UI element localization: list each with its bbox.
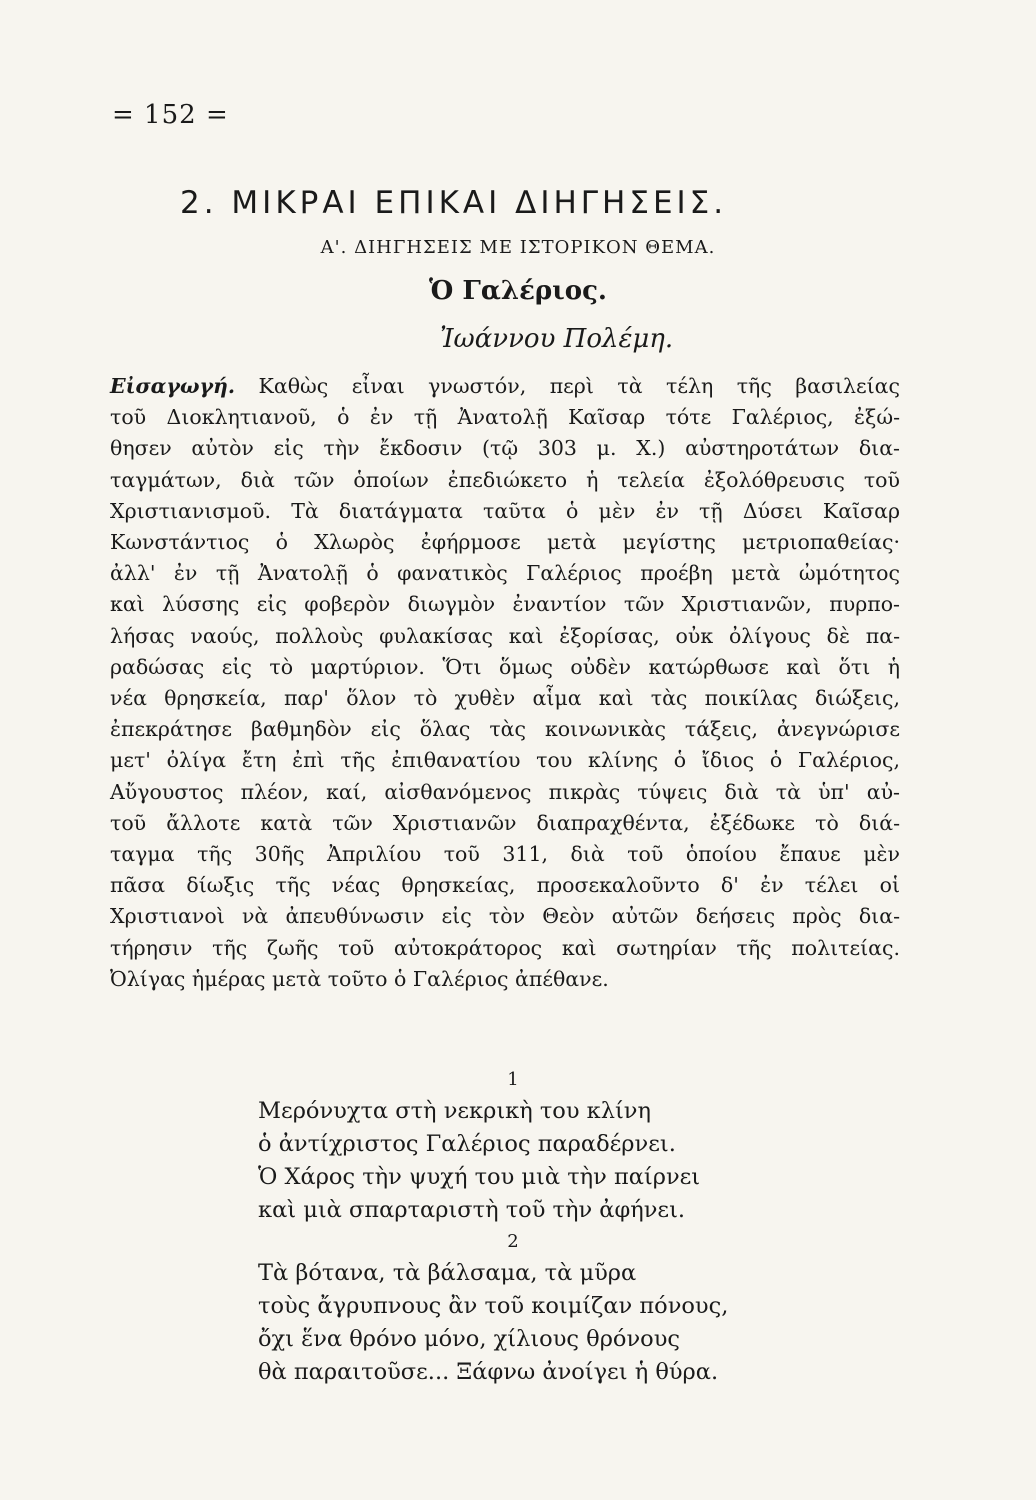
verse-line: Μερόνυχτα στὴ νεκρικὴ του κλίνη bbox=[258, 1098, 651, 1124]
intro-line: Χριστιανοὶ νὰ ἀπευθύνωσιν εἰς τὸν Θεὸν αὐτῶν δεήσεις πρὸς δια- bbox=[110, 904, 900, 929]
intro-line: Χριστιανισμοῦ. Τὰ διατάγματα ταῦτα ὁ μὲν ἐν τῇ Δύσει Καῖσαρ bbox=[110, 498, 900, 523]
intro-line: Κωνστάντιος ὁ Χλωρὸς ἐφήρμοσε μετὰ μεγίστης μετριοπαθείας· bbox=[110, 530, 900, 555]
story-title: Ὁ Γαλέριος. bbox=[429, 276, 607, 306]
intro-line-last: Ὀλίγας ἡμέρας μετὰ τοῦτο ὁ Γαλέριος ἀπέθανε. bbox=[110, 966, 609, 991]
stanza-2 bbox=[258, 1227, 768, 1389]
intro-line: μετ' ὀλίγα ἔτη ἐπὶ τῆς ἐπιθανατίου του κλίνης ὁ ἴδιος ὁ Γαλέριος, bbox=[110, 748, 900, 773]
intro-line: ἀλλ' ἐν τῇ Ἀνατολῇ ὁ φανατικὸς Γαλέριος προέβη μετὰ ὠμότητος bbox=[110, 561, 900, 586]
intro-line: τήρησιν τῆς ζωῆς τοῦ αὐτοκράτορος καὶ σωτηρίαν τῆς πολιτείας. bbox=[110, 935, 900, 960]
verse-line: τοὺς ἄγρυπνους ἂν τοῦ κοιμίζαν πόνους, bbox=[258, 1293, 729, 1319]
intro-line-1 bbox=[110, 371, 900, 402]
story-author: Ἰωάννου Πολέμη. bbox=[440, 324, 674, 354]
verse-line: καὶ μιὰ σπαρταριστὴ τοῦ τὴν ἀφήνει. bbox=[258, 1197, 686, 1223]
intro-line: λήσας ναούς, πολλοὺς φυλακίσας καὶ ἐξορίσας, οὐκ ὀλίγους δὲ πα- bbox=[110, 623, 900, 648]
stanza-number: 1 bbox=[507, 1069, 519, 1090]
section-heading: 2. ΜΙΚΡΑΙ ΕΠΙΚΑΙ ΔΙΗΓΗΣΕΙΣ. bbox=[180, 185, 728, 221]
verse-line: Ὁ Χάρος τὴν ψυχή του μιὰ τὴν παίρνει bbox=[258, 1164, 701, 1190]
poem bbox=[258, 1065, 768, 1389]
verse-line: ὄχι ἕνα θρόνο μόνο, χίλιους θρόνους bbox=[258, 1326, 680, 1352]
intro-line: ραδώσας εἰς τὸ μαρτύριον. Ὅτι ὅμως οὐδὲν κατώρθωσε καὶ ὅτι ἡ bbox=[110, 654, 900, 679]
page-number: = 152 = bbox=[112, 100, 229, 130]
intro-line: θησεν αὐτὸν εἰς τὴν ἔκδοσιν (τῷ 303 μ. Χ.) αὐστηροτάτων δια- bbox=[110, 436, 900, 461]
intro-line: πᾶσα δίωξις τῆς νέας θρησκείας, προσεκαλοῦντο δ' ἐν τέλει οἱ bbox=[110, 873, 900, 898]
stanza-number: 2 bbox=[507, 1231, 519, 1252]
intro-line: τοῦ Διοκλητιανοῦ, ὁ ἐν τῇ Ἀνατολῇ Καῖσαρ τότε Γαλέριος, ἐξώ- bbox=[110, 405, 900, 430]
intro-label: Εἰσαγωγή. bbox=[110, 374, 236, 398]
verse-line: θὰ παραιτοῦσε... Ξάφνω ἀνοίγει ἡ θύρα. bbox=[258, 1359, 719, 1385]
stanza-1 bbox=[258, 1065, 768, 1227]
intro-line: ἐπεκράτησε βαθμηδὸν εἰς ὅλας τὰς κοινωνικὰς τάξεις, ἀνεγνώρισε bbox=[110, 717, 900, 742]
intro-line: τοῦ ἄλλοτε κατὰ τῶν Χριστιανῶν διαπραχθέντα, ἐξέδωκε τὸ διά- bbox=[110, 810, 900, 835]
verse-line: Τὰ βότανα, τὰ βάλσαμα, τὰ μῦρα bbox=[258, 1260, 637, 1286]
intro-line: ταγμα τῆς 30ῆς Ἀπριλίου τοῦ 311, διὰ τοῦ ὁποίου ἔπαυε μὲν bbox=[110, 842, 900, 867]
intro-line: Αὔγουστος πλέον, καί, αἰσθανόμενος πικρὰς τύψεις διὰ τὰ ὑπ' αὐ- bbox=[110, 779, 900, 804]
subsection-heading: Α'. ΔΙΗΓΗΣΕΙΣ ΜΕ ΙΣΤΟΡΙΚΟΝ ΘΕΜΑ. bbox=[320, 237, 716, 258]
verse-line: ὁ ἀντίχριστος Γαλέριος παραδέρνει. bbox=[258, 1131, 676, 1157]
intro-paragraph bbox=[110, 371, 900, 995]
intro-line-text: Καθὼς εἶναι γνωστόν, περὶ τὰ τέλη τῆς βασιλείας bbox=[258, 374, 900, 398]
intro-line: νέα θρησκεία, παρ' ὅλον τὸ χυθὲν αἷμα καὶ τὰς ποικίλας διώξεις, bbox=[110, 686, 900, 711]
intro-line: καὶ λύσσης εἰς φοβερὸν διωγμὸν ἐναντίον τῶν Χριστιανῶν, πυρπο- bbox=[110, 592, 900, 617]
intro-line: ταγμάτων, διὰ τῶν ὁποίων ἐπεδιώκετο ἡ τελεία ἐξολόθρευσις τοῦ bbox=[110, 467, 900, 492]
